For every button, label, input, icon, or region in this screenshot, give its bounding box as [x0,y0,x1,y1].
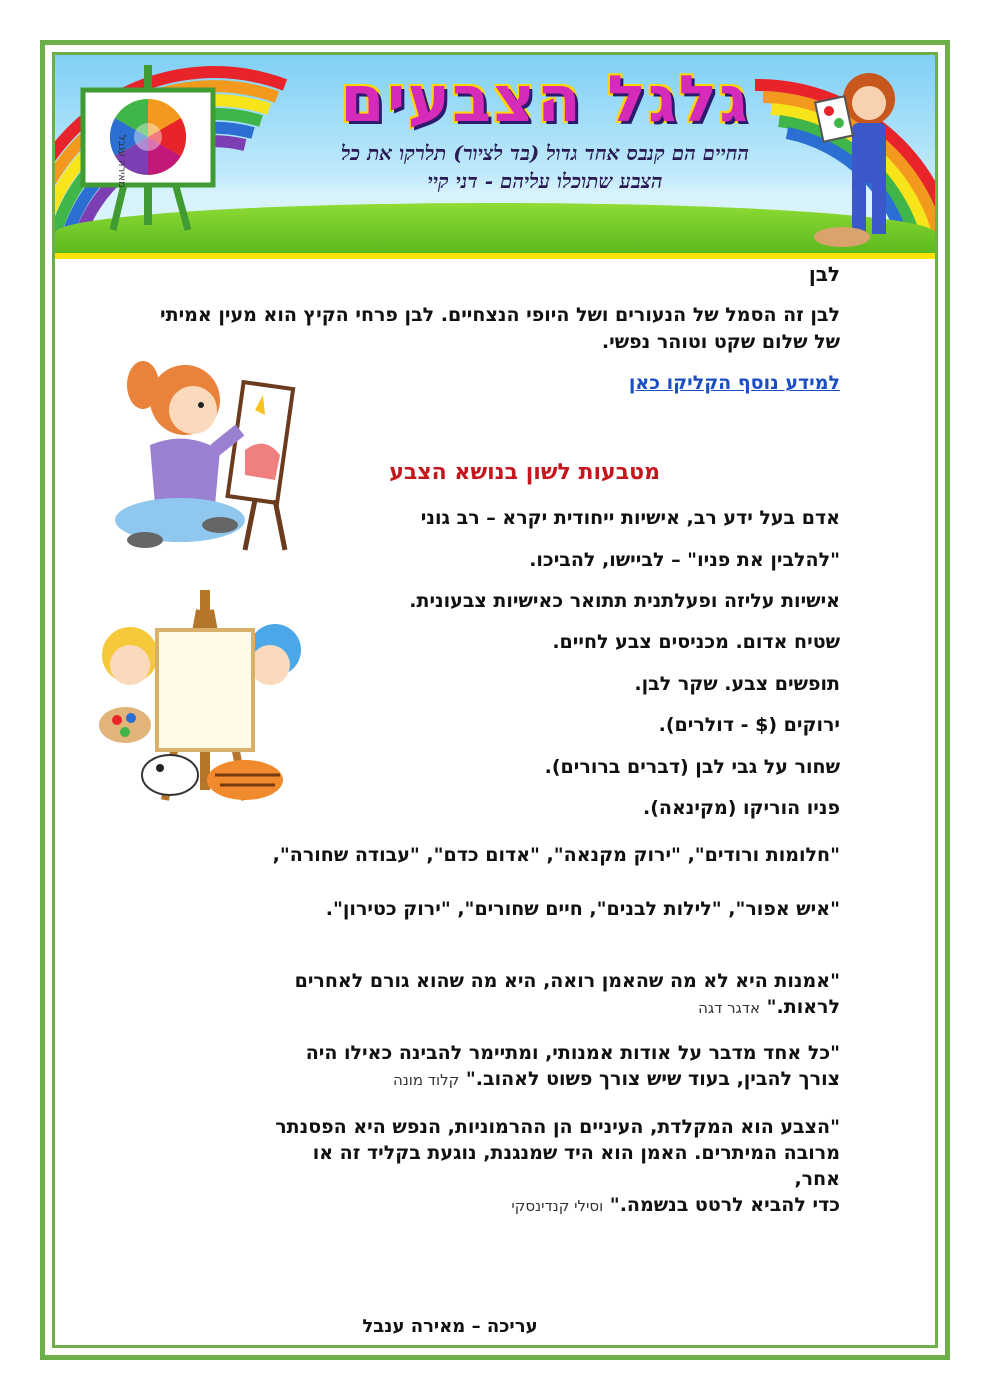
quote-block [150,1114,840,1219]
quote-block [150,1040,840,1093]
more-info-link[interactable]: למידע נוסף הקליקו כאן [628,372,840,394]
idiom-line: "להלבין את פניו" – לביישו, להביכו. [529,549,840,571]
idiom-line: תופשים צבע. שקר לבן. [634,673,840,695]
quote-line: מרובה המיתרים. האמן הוא היד שמנגנת, נוגעת בקליד זה או [312,1142,840,1164]
footer-credit: עריכה – מאירה ענבל [362,1316,538,1337]
quote-line: "אמנות היא לא מה שהאמן רואה, היא מה שהוא גורם לאחרים [294,970,840,992]
banner-credit: מאירה ענבל [116,135,127,188]
quote-author: וסילי קנדינסקי [511,1197,604,1215]
banner-title: גלגל הצבעים [340,63,750,137]
header-banner [55,55,935,259]
girl-painting-illustration [105,355,305,555]
banner-quote-line1: החיים הם קנבס אחד גדול (בד לציור) תלרקו את כל [341,141,749,165]
idiom-line: "איש אפור", "לילות לבנים", חיים שחורים", "ירוק כטירון". [325,898,840,920]
idiom-line: שחור על גבי לבן (דברים ברורים). [544,756,840,778]
idiom-line: אישיות עליזה ופעלתנית תתואר כאישיות צבעונית. [409,590,840,612]
idiom-line: "חלומות ורודים", "ירוק מקנאה", "אדום כדם", "עבודה שחורה", [272,844,840,866]
page-heading: לבן [808,262,840,286]
quote-block [150,968,840,1021]
intro-paragraph: לבן זה הסמל של הנעורים ושל היופי הנצחיים. לבן פרחי הקיץ הוא מעין אמיתי של שלום שקט וטוהר נפשי. [160,304,840,353]
painter-girl-illustration [807,59,927,249]
quote-line: צורך להבין, בעוד שיש צורך פשוט לאהוב." [465,1068,840,1090]
idiom-line: אדם בעל ידע רב, אישיות ייחודית יקרא – רב גוני [420,507,840,529]
quote-line: לראות." [766,996,840,1018]
easel-color-wheel-illustration [73,65,223,235]
quote-author: אדגר דגה [698,999,760,1017]
idiom-line: שטיח אדום. מכניסים צבע לחיים. [552,631,840,653]
quote-author: קלוד מונה [392,1071,460,1089]
banner-quote-line2: הצבע שתוכלו עליהם - דני קיי [427,169,663,193]
quote-line: "הצבע הוא המקלדת, העיניים הן ההרמוניות, הנפש היא הפסנתר [275,1116,840,1138]
idiom-line: ירוקים ($ - דולרים). [658,714,840,736]
kids-canvas-illustration [95,590,310,815]
idiom-line: פניו הוריקו (מקינאה). [643,797,840,819]
quote-line: כדי להביא לרטט בנשמה." [609,1194,840,1216]
quote-line: אחר, [794,1168,840,1190]
quote-line: "כל אחד מדבר על אודות אמנותי, ומתיימר להבינה כאילו היה [305,1042,840,1064]
section-title: מטבעות לשון בנושא הצבע [389,460,660,485]
